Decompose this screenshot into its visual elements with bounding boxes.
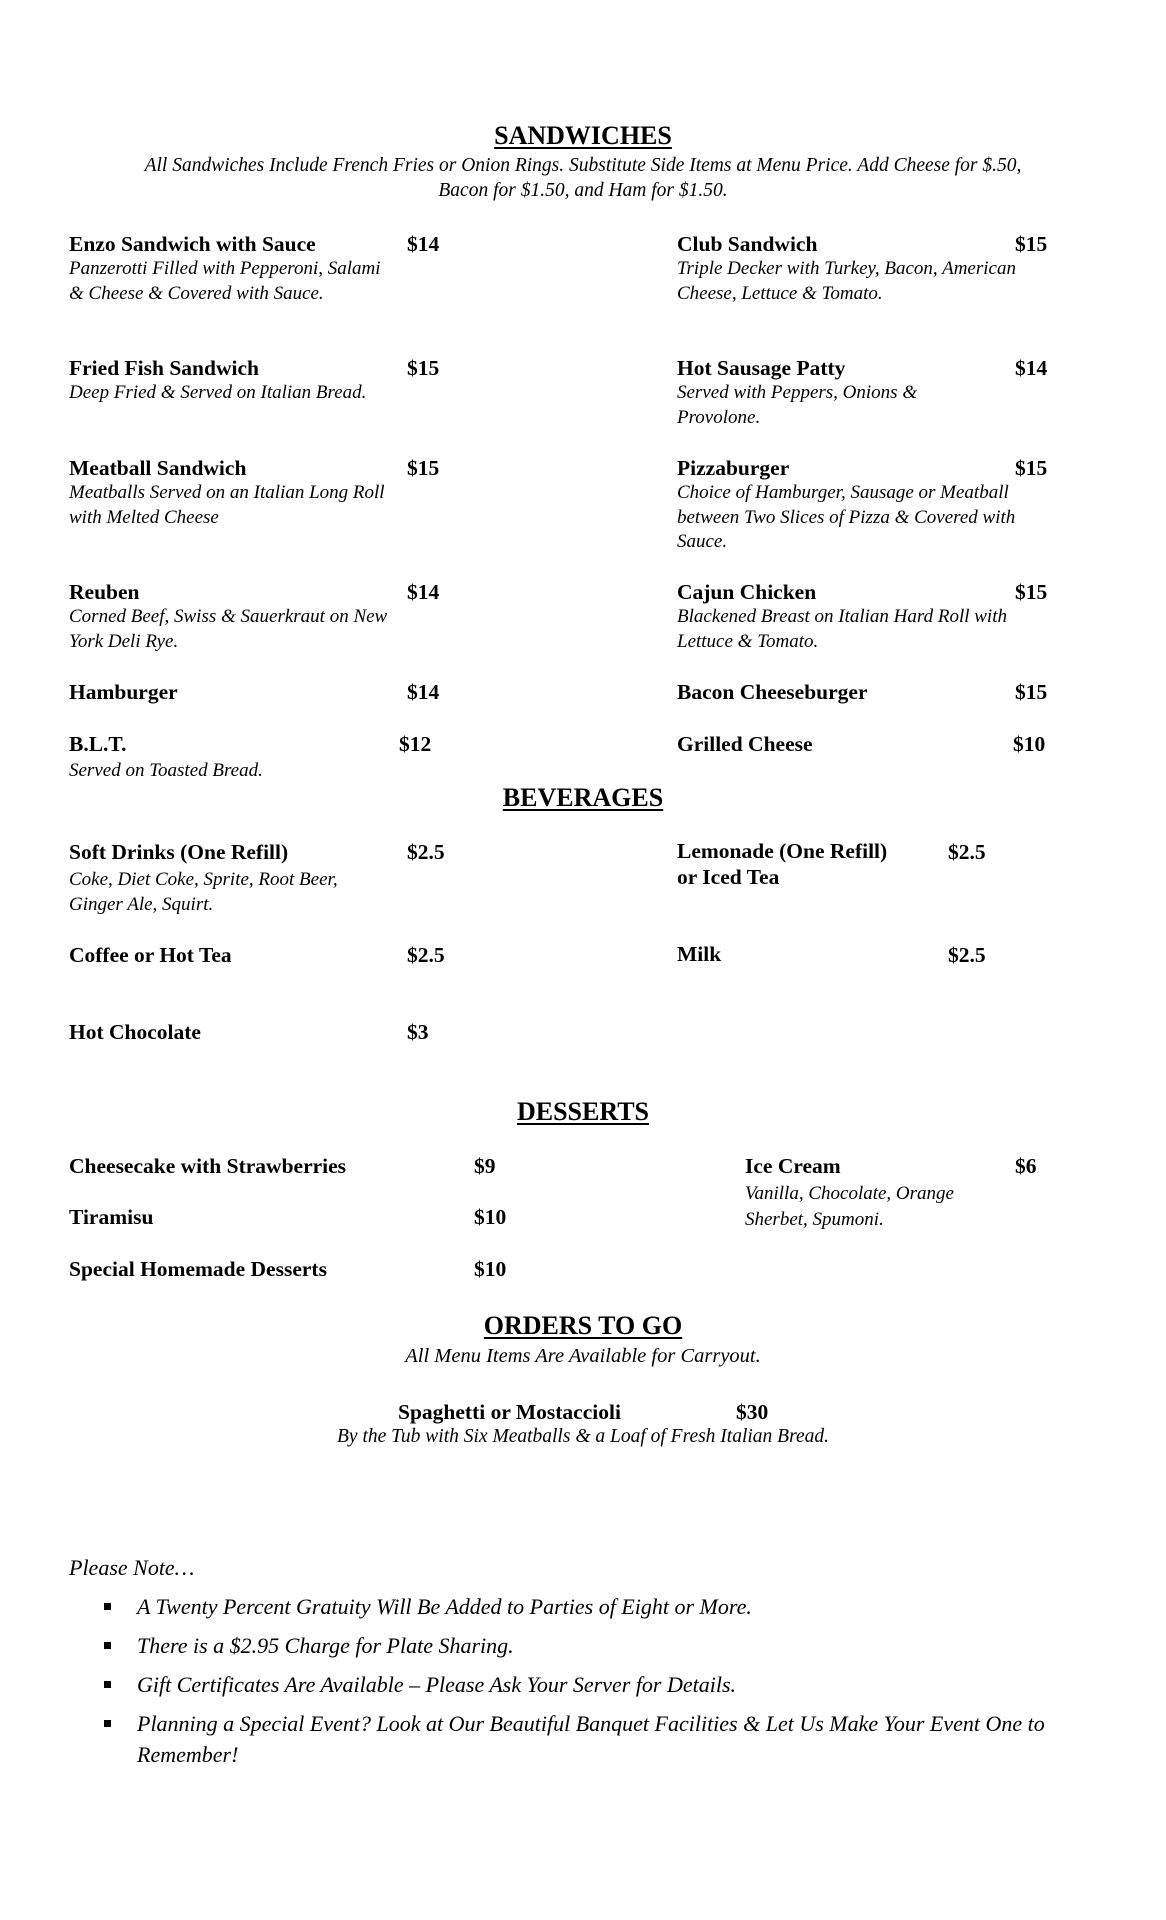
bullet-icon	[104, 1681, 111, 1688]
menu-item-description: By the Tub with Six Meatballs & a Loaf of Fresh Italian Bread.	[337, 1426, 829, 1447]
menu-item-description: Corned Beef, Swiss & Sauerkraut on New York Deli Rye.	[69, 606, 388, 652]
menu-item-name: Lemonade (One Refill) or Iced Tea	[677, 839, 888, 889]
menu-item-price: $14	[1015, 356, 1048, 380]
menu-item-price: $9	[474, 1154, 496, 1178]
menu-item-price: $3	[407, 1020, 429, 1044]
note-item: A Twenty Percent Gratuity Will Be Added to Parties of Eight or More.	[137, 1594, 752, 1619]
menu-item-description: Panzerotti Filled with Pepperoni, Salami & Cheese & Covered with Sauce.	[69, 258, 381, 304]
menu-item-name: Meatball Sandwich	[69, 456, 247, 480]
menu-item-description: Served on Toasted Bread.	[69, 760, 263, 781]
menu-item-name: Cheesecake with Strawberries	[69, 1154, 347, 1178]
menu-item-price: $14	[407, 232, 440, 256]
beverages-heading: BEVERAGES	[502, 783, 664, 812]
menu-item-price: $30	[736, 1400, 769, 1424]
menu-item-name: Enzo Sandwich with Sauce	[69, 232, 316, 256]
menu-item-price: $15	[407, 456, 440, 480]
menu-item-price: $10	[474, 1257, 507, 1281]
menu-item-name: Reuben	[69, 580, 140, 604]
menu-item-description: Served with Peppers, Onions & Provolone.	[677, 382, 918, 428]
menu-item-price: $14	[407, 580, 440, 604]
menu-item-price: $6	[1015, 1154, 1037, 1178]
menu-item-name: Milk	[677, 942, 722, 966]
menu-item-name: Grilled Cheese	[677, 732, 813, 756]
menu-item-description: Coke, Diet Coke, Sprite, Root Beer, Ginger Ale, Squirt.	[69, 869, 338, 915]
orders-to-go-heading: ORDERS TO GO	[483, 1311, 683, 1340]
menu-item-price: $2.5	[948, 840, 986, 864]
sandwiches-note-line1: All Sandwiches Include French Fries or Onion Rings. Substitute Side Items at Menu Price. Add Cheese for $.50,	[144, 155, 1022, 176]
note-item: Gift Certificates Are Available – Please Ask Your Server for Details.	[137, 1672, 737, 1697]
menu-item-name: Tiramisu	[69, 1205, 154, 1229]
menu-item-name: Hamburger	[69, 680, 178, 704]
menu-item-name: Hot Sausage Patty	[677, 356, 846, 380]
carryout-note: All Menu Items Are Available for Carryout.	[405, 1345, 761, 1367]
menu-item-name: Spaghetti or Mostaccioli	[398, 1400, 621, 1424]
note-item: Planning a Special Event? Look at Our Beautiful Banquet Facilities & Let Us Make Your Event One to Remember!	[137, 1711, 1045, 1767]
menu-item-name: Fried Fish Sandwich	[69, 356, 259, 380]
menu-item-price: $2.5	[948, 943, 986, 967]
menu-item-price: $10	[474, 1205, 507, 1229]
menu-item-name: Soft Drinks (One Refill)	[69, 840, 289, 864]
menu-item-price: $2.5	[407, 943, 445, 967]
menu-item-name: Special Homemade Desserts	[69, 1257, 327, 1281]
menu-item-description: Choice of Hamburger, Sausage or Meatball between Two Slices of Pizza & Covered with Sauce.	[677, 482, 1016, 552]
menu-item-name: Cajun Chicken	[677, 580, 817, 604]
menu-item-name: Club Sandwich	[677, 232, 818, 256]
menu-item-description: Triple Decker with Turkey, Bacon, American Cheese, Lettuce & Tomato.	[677, 258, 1016, 304]
menu-item-price: $10	[1013, 732, 1046, 756]
menu-item-price: $15	[1015, 580, 1048, 604]
menu-item-price: $15	[1015, 680, 1048, 704]
menu-item-name: B.L.T.	[69, 732, 127, 756]
menu-item-price: $12	[399, 732, 432, 756]
menu-item-price: $15	[407, 356, 440, 380]
menu-item-description: Meatballs Served on an Italian Long Roll with Melted Cheese	[69, 482, 385, 528]
menu-item-name: Bacon Cheeseburger	[677, 680, 868, 704]
menu-item-price: $14	[407, 680, 440, 704]
menu-item-price: $15	[1015, 456, 1048, 480]
note-item: There is a $2.95 Charge for Plate Sharing.	[137, 1633, 514, 1658]
menu-item-name: Hot Chocolate	[69, 1020, 201, 1044]
desserts-heading: DESSERTS	[516, 1097, 650, 1126]
please-note-heading: Please Note…	[69, 1555, 195, 1580]
menu-item-description: Deep Fried & Served on Italian Bread.	[69, 382, 367, 403]
sandwiches-heading: SANDWICHES	[494, 121, 672, 150]
menu-item-name: Coffee or Hot Tea	[69, 943, 232, 967]
menu-item-description: Blackened Breast on Italian Hard Roll with Lettuce & Tomato.	[677, 606, 1007, 652]
menu-item-description: Vanilla, Chocolate, Orange Sherbet, Spumoni.	[745, 1183, 954, 1230]
bullet-icon	[104, 1720, 111, 1727]
bullet-icon	[104, 1603, 111, 1610]
menu-item-name: Pizzaburger	[677, 456, 790, 480]
sandwiches-note-line2: Bacon for $1.50, and Ham for $1.50.	[438, 180, 728, 201]
bullet-icon	[104, 1642, 111, 1649]
menu-item-name: Ice Cream	[745, 1154, 841, 1178]
menu-item-price: $2.5	[407, 840, 445, 864]
menu-item-price: $15	[1015, 232, 1048, 256]
